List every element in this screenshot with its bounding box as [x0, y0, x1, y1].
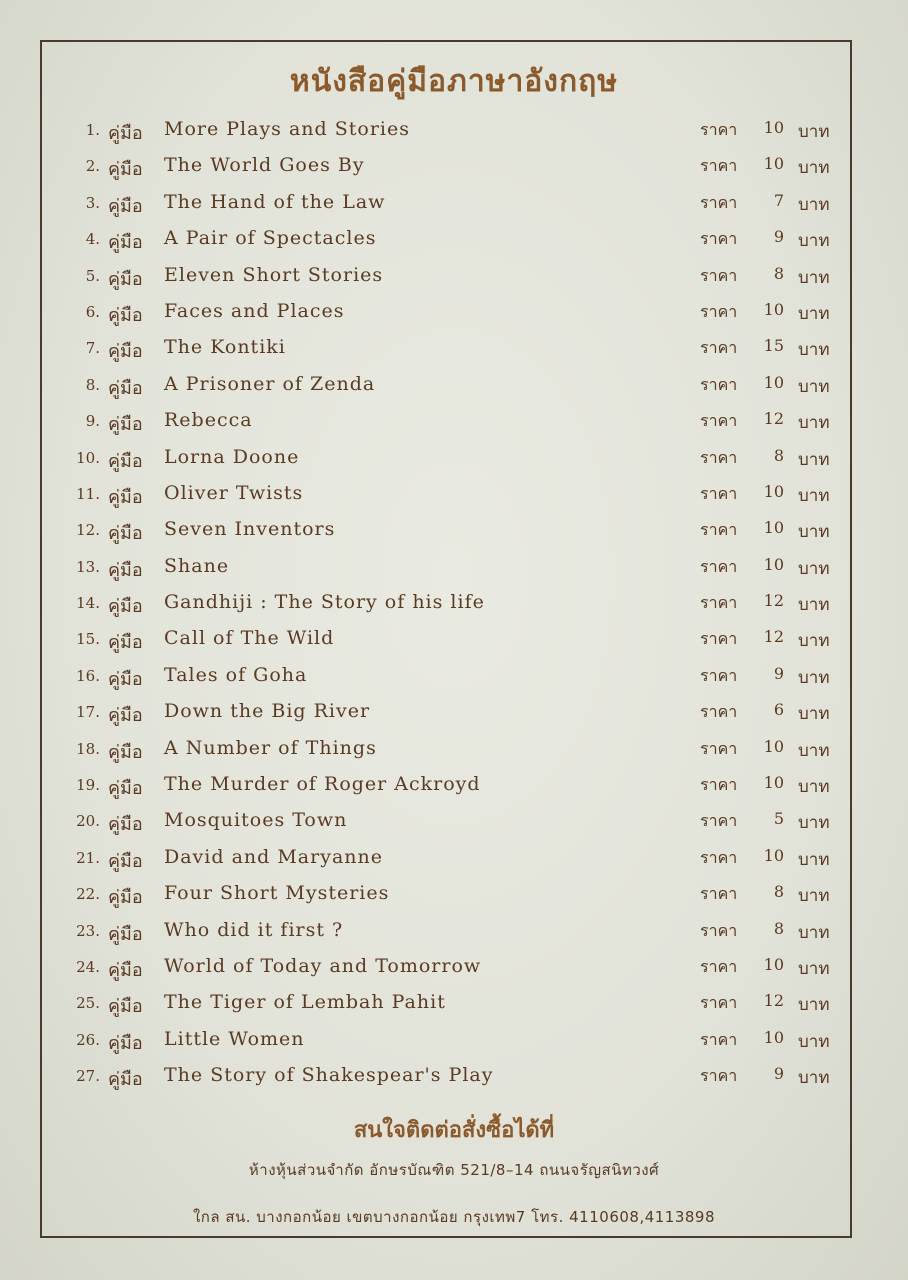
item-prefix: คู่มือ: [108, 123, 143, 144]
book-title: A Number of Things: [164, 736, 377, 759]
item-number: 24.: [76, 957, 100, 976]
currency-unit: บาท: [798, 995, 830, 1016]
item-number: 2.: [85, 157, 100, 176]
price-value: 10: [763, 299, 784, 319]
price-label: ราคา: [700, 775, 738, 795]
currency-unit: บาท: [798, 886, 830, 907]
item-number: 19.: [76, 776, 100, 795]
price-label: ราคา: [700, 156, 738, 176]
page-title: หนังสือคู่มือภาษาอังกฤษ: [289, 64, 619, 99]
item-number: 16.: [76, 666, 100, 685]
price-value: 10: [763, 1027, 784, 1047]
currency-unit: บาท: [798, 376, 830, 397]
book-title: Who did it first ?: [164, 918, 344, 941]
list-item: [60, 585, 850, 621]
price-value: 12: [763, 409, 784, 429]
price-value: 10: [763, 736, 784, 756]
price-value: 7: [773, 190, 784, 210]
price-value: 9: [773, 227, 784, 247]
item-prefix: คู่มือ: [108, 268, 143, 290]
price-label: ราคา: [700, 192, 738, 212]
currency-unit: บาท: [798, 595, 830, 616]
price-value: 10: [763, 518, 784, 538]
price-value: 10: [763, 118, 784, 137]
price-label: ราคา: [700, 665, 738, 685]
list-item: [60, 476, 850, 512]
item-number: 27.: [76, 1067, 100, 1086]
currency-unit: บาท: [798, 922, 830, 943]
item-prefix: คู่มือ: [108, 159, 143, 181]
book-title: The Tiger of Lembah Pahit: [164, 991, 446, 1014]
price-value: 10: [763, 773, 784, 793]
item-number: 25.: [76, 994, 100, 1013]
list-item: [60, 985, 850, 1021]
book-title: Mosquitoes Town: [164, 809, 348, 832]
item-prefix: คู่มือ: [108, 450, 143, 472]
list-item: [60, 1058, 850, 1094]
item-prefix: คู่มือ: [108, 596, 143, 618]
item-number: 8.: [85, 375, 100, 394]
item-prefix: คู่มือ: [108, 705, 143, 727]
price-value: 12: [763, 591, 784, 611]
price-value: 9: [773, 663, 784, 683]
currency-unit: บาท: [798, 340, 830, 361]
price-label: ราคา: [700, 520, 738, 540]
price-label: ราคา: [700, 483, 738, 503]
book-title: More Plays and Stories: [164, 118, 410, 140]
item-prefix: คู่มือ: [108, 232, 143, 254]
item-number: 6.: [85, 302, 100, 321]
price-label: ราคา: [700, 956, 738, 976]
item-prefix: คู่มือ: [108, 523, 143, 545]
item-number: 20.: [76, 812, 100, 831]
currency-unit: บาท: [798, 849, 830, 870]
book-title: Four Short Mysteries: [164, 882, 390, 905]
price-label: ราคา: [700, 593, 738, 613]
list-item: [60, 403, 850, 439]
currency-unit: บาท: [798, 485, 830, 506]
currency-unit: บาท: [798, 1031, 830, 1052]
list-item: [60, 112, 850, 148]
book-title: Little Women: [164, 1027, 305, 1050]
list-item: [60, 731, 850, 767]
price-value: 15: [763, 336, 784, 356]
currency-unit: บาท: [798, 522, 830, 543]
currency-unit: บาท: [798, 267, 830, 288]
book-title: David and Maryanne: [164, 845, 383, 868]
item-number: 15.: [76, 630, 100, 649]
book-title: Call of The Wild: [164, 627, 335, 650]
price-label: ราคา: [700, 447, 738, 467]
item-number: 11.: [76, 484, 100, 503]
list-item: [60, 148, 850, 184]
item-number: 21.: [76, 848, 100, 867]
item-prefix: คู่มือ: [108, 959, 143, 981]
currency-unit: บาท: [798, 158, 830, 179]
item-prefix: คู่มือ: [108, 996, 143, 1018]
book-title: A Pair of Spectacles: [164, 227, 377, 250]
currency-unit: บาท: [798, 231, 830, 252]
price-value: 5: [773, 809, 784, 829]
currency-unit: บาท: [798, 667, 830, 688]
list-item: [60, 803, 850, 839]
book-title: Gandhiji : The Story of his life: [164, 591, 485, 614]
item-number: 13.: [76, 557, 100, 576]
book-list: [60, 112, 850, 1095]
book-title: The World Goes By: [164, 154, 365, 177]
address-line-2: ใกล สน. บางกอกน้อย เขตบางกอกน้อย กรุงเทพ7 โทร. 4110608,4113898: [192, 1208, 716, 1226]
item-prefix: คู่มือ: [108, 741, 143, 763]
contact-title: สนใจติดต่อสั่งซื้อได้ที่: [353, 1118, 555, 1143]
book-title: The Hand of the Law: [164, 190, 386, 213]
item-prefix: คู่มือ: [108, 414, 143, 436]
price-label: ราคา: [700, 920, 738, 940]
price-value: 9: [773, 1064, 784, 1084]
list-item: [60, 294, 850, 330]
price-label: ราคา: [700, 811, 738, 831]
price-label: ราคา: [700, 338, 738, 358]
list-item: [60, 440, 850, 476]
currency-unit: บาท: [798, 631, 830, 652]
book-title: The Story of Shakespear's Play: [164, 1064, 494, 1087]
item-number: 9.: [85, 412, 100, 431]
currency-unit: บาท: [798, 449, 830, 470]
price-value: 12: [763, 991, 784, 1011]
price-value: 10: [763, 481, 784, 501]
item-prefix: คู่มือ: [108, 778, 143, 800]
price-value: 10: [763, 372, 784, 392]
price-label: ราคา: [700, 1066, 738, 1086]
price-label: ราคา: [700, 265, 738, 285]
list-item: [60, 367, 850, 403]
currency-unit: บาท: [798, 958, 830, 979]
item-number: 18.: [76, 739, 100, 758]
price-value: 10: [763, 554, 784, 574]
price-value: 8: [773, 918, 784, 938]
book-title: The Kontiki: [164, 336, 286, 359]
price-label: ราคา: [700, 993, 738, 1013]
item-prefix: คู่มือ: [108, 341, 143, 363]
list-item: [60, 767, 850, 803]
price-label: ราคา: [700, 629, 738, 649]
book-title: A Prisoner of Zenda: [164, 372, 376, 395]
price-value: 8: [773, 445, 784, 465]
price-label: ราคา: [700, 738, 738, 758]
item-prefix: คู่มือ: [108, 814, 143, 836]
list-item: [60, 840, 850, 876]
item-number: 5.: [85, 266, 100, 285]
list-item: [60, 221, 850, 257]
price-value: 12: [763, 627, 784, 647]
book-title: The Murder of Roger Ackroyd: [164, 773, 481, 796]
price-label: ราคา: [700, 702, 738, 722]
address-line-1: ห้างหุ้นส่วนจำกัด อักษรบัณฑิต 521/8–14 ถนนจรัญสนิทวงศ์: [248, 1161, 660, 1179]
book-title: Down the Big River: [164, 700, 371, 723]
item-prefix: คู่มือ: [108, 668, 143, 690]
list-item: [60, 694, 850, 730]
list-item: [60, 913, 850, 949]
currency-unit: บาท: [798, 558, 830, 579]
item-number: 23.: [76, 921, 100, 940]
currency-unit: บาท: [798, 1068, 830, 1089]
currency-unit: บาท: [798, 122, 830, 142]
book-title: Rebecca: [164, 409, 253, 432]
price-label: ราคา: [700, 301, 738, 321]
item-number: 4.: [85, 230, 100, 249]
item-prefix: คู่มือ: [108, 923, 143, 945]
price-label: ราคา: [700, 1029, 738, 1049]
price-label: ราคา: [700, 229, 738, 249]
currency-unit: บาท: [798, 704, 830, 725]
currency-unit: บาท: [798, 413, 830, 434]
item-prefix: คู่มือ: [108, 559, 143, 581]
book-title: Seven Inventors: [164, 518, 336, 541]
item-number: 10.: [76, 448, 100, 467]
book-title: Tales of Goha: [164, 663, 308, 686]
book-title: Lorna Doone: [164, 445, 300, 468]
book-title: World of Today and Tomorrow: [164, 954, 482, 977]
currency-unit: บาท: [798, 194, 830, 215]
list-item: [60, 512, 850, 548]
price-value: 6: [773, 700, 784, 720]
item-number: 7.: [85, 339, 100, 358]
price-label: ราคา: [700, 847, 738, 867]
price-value: 10: [763, 954, 784, 974]
item-prefix: คู่มือ: [108, 486, 143, 508]
price-label: ราคา: [700, 120, 738, 139]
list-item: [60, 621, 850, 657]
item-number: 3.: [85, 193, 100, 212]
item-prefix: คู่มือ: [108, 1032, 143, 1054]
list-item: [60, 658, 850, 694]
price-label: ราคา: [700, 556, 738, 576]
price-value: 8: [773, 882, 784, 902]
item-prefix: คู่มือ: [108, 887, 143, 909]
item-number: 1.: [85, 121, 100, 139]
price-label: ราคา: [700, 374, 738, 394]
item-prefix: คู่มือ: [108, 304, 143, 326]
price-value: 10: [763, 845, 784, 865]
list-item: [60, 185, 850, 221]
item-prefix: คู่มือ: [108, 850, 143, 872]
item-prefix: คู่มือ: [108, 632, 143, 654]
currency-unit: บาท: [798, 303, 830, 324]
book-title: Shane: [164, 554, 230, 577]
item-number: 17.: [76, 703, 100, 722]
currency-unit: บาท: [798, 813, 830, 834]
item-number: 26.: [76, 1030, 100, 1049]
book-title: Oliver Twists: [164, 481, 304, 504]
list-item: [60, 330, 850, 366]
item-number: 14.: [76, 594, 100, 613]
list-item: [60, 876, 850, 912]
item-prefix: คู่มือ: [108, 195, 143, 217]
currency-unit: บาท: [798, 740, 830, 761]
item-number: 22.: [76, 885, 100, 904]
item-number: 12.: [76, 521, 100, 540]
list-item: [60, 949, 850, 985]
price-label: ราคา: [700, 884, 738, 904]
list-item: [60, 1022, 850, 1058]
currency-unit: บาท: [798, 777, 830, 798]
item-prefix: คู่มือ: [108, 377, 143, 399]
list-item: [60, 549, 850, 585]
item-prefix: คู่มือ: [108, 1069, 143, 1091]
book-title: Eleven Short Stories: [164, 263, 384, 286]
price-value: 8: [773, 263, 784, 283]
book-title: Faces and Places: [164, 299, 345, 322]
price-label: ราคา: [700, 411, 738, 431]
list-item: [60, 258, 850, 294]
price-value: 10: [763, 154, 784, 174]
